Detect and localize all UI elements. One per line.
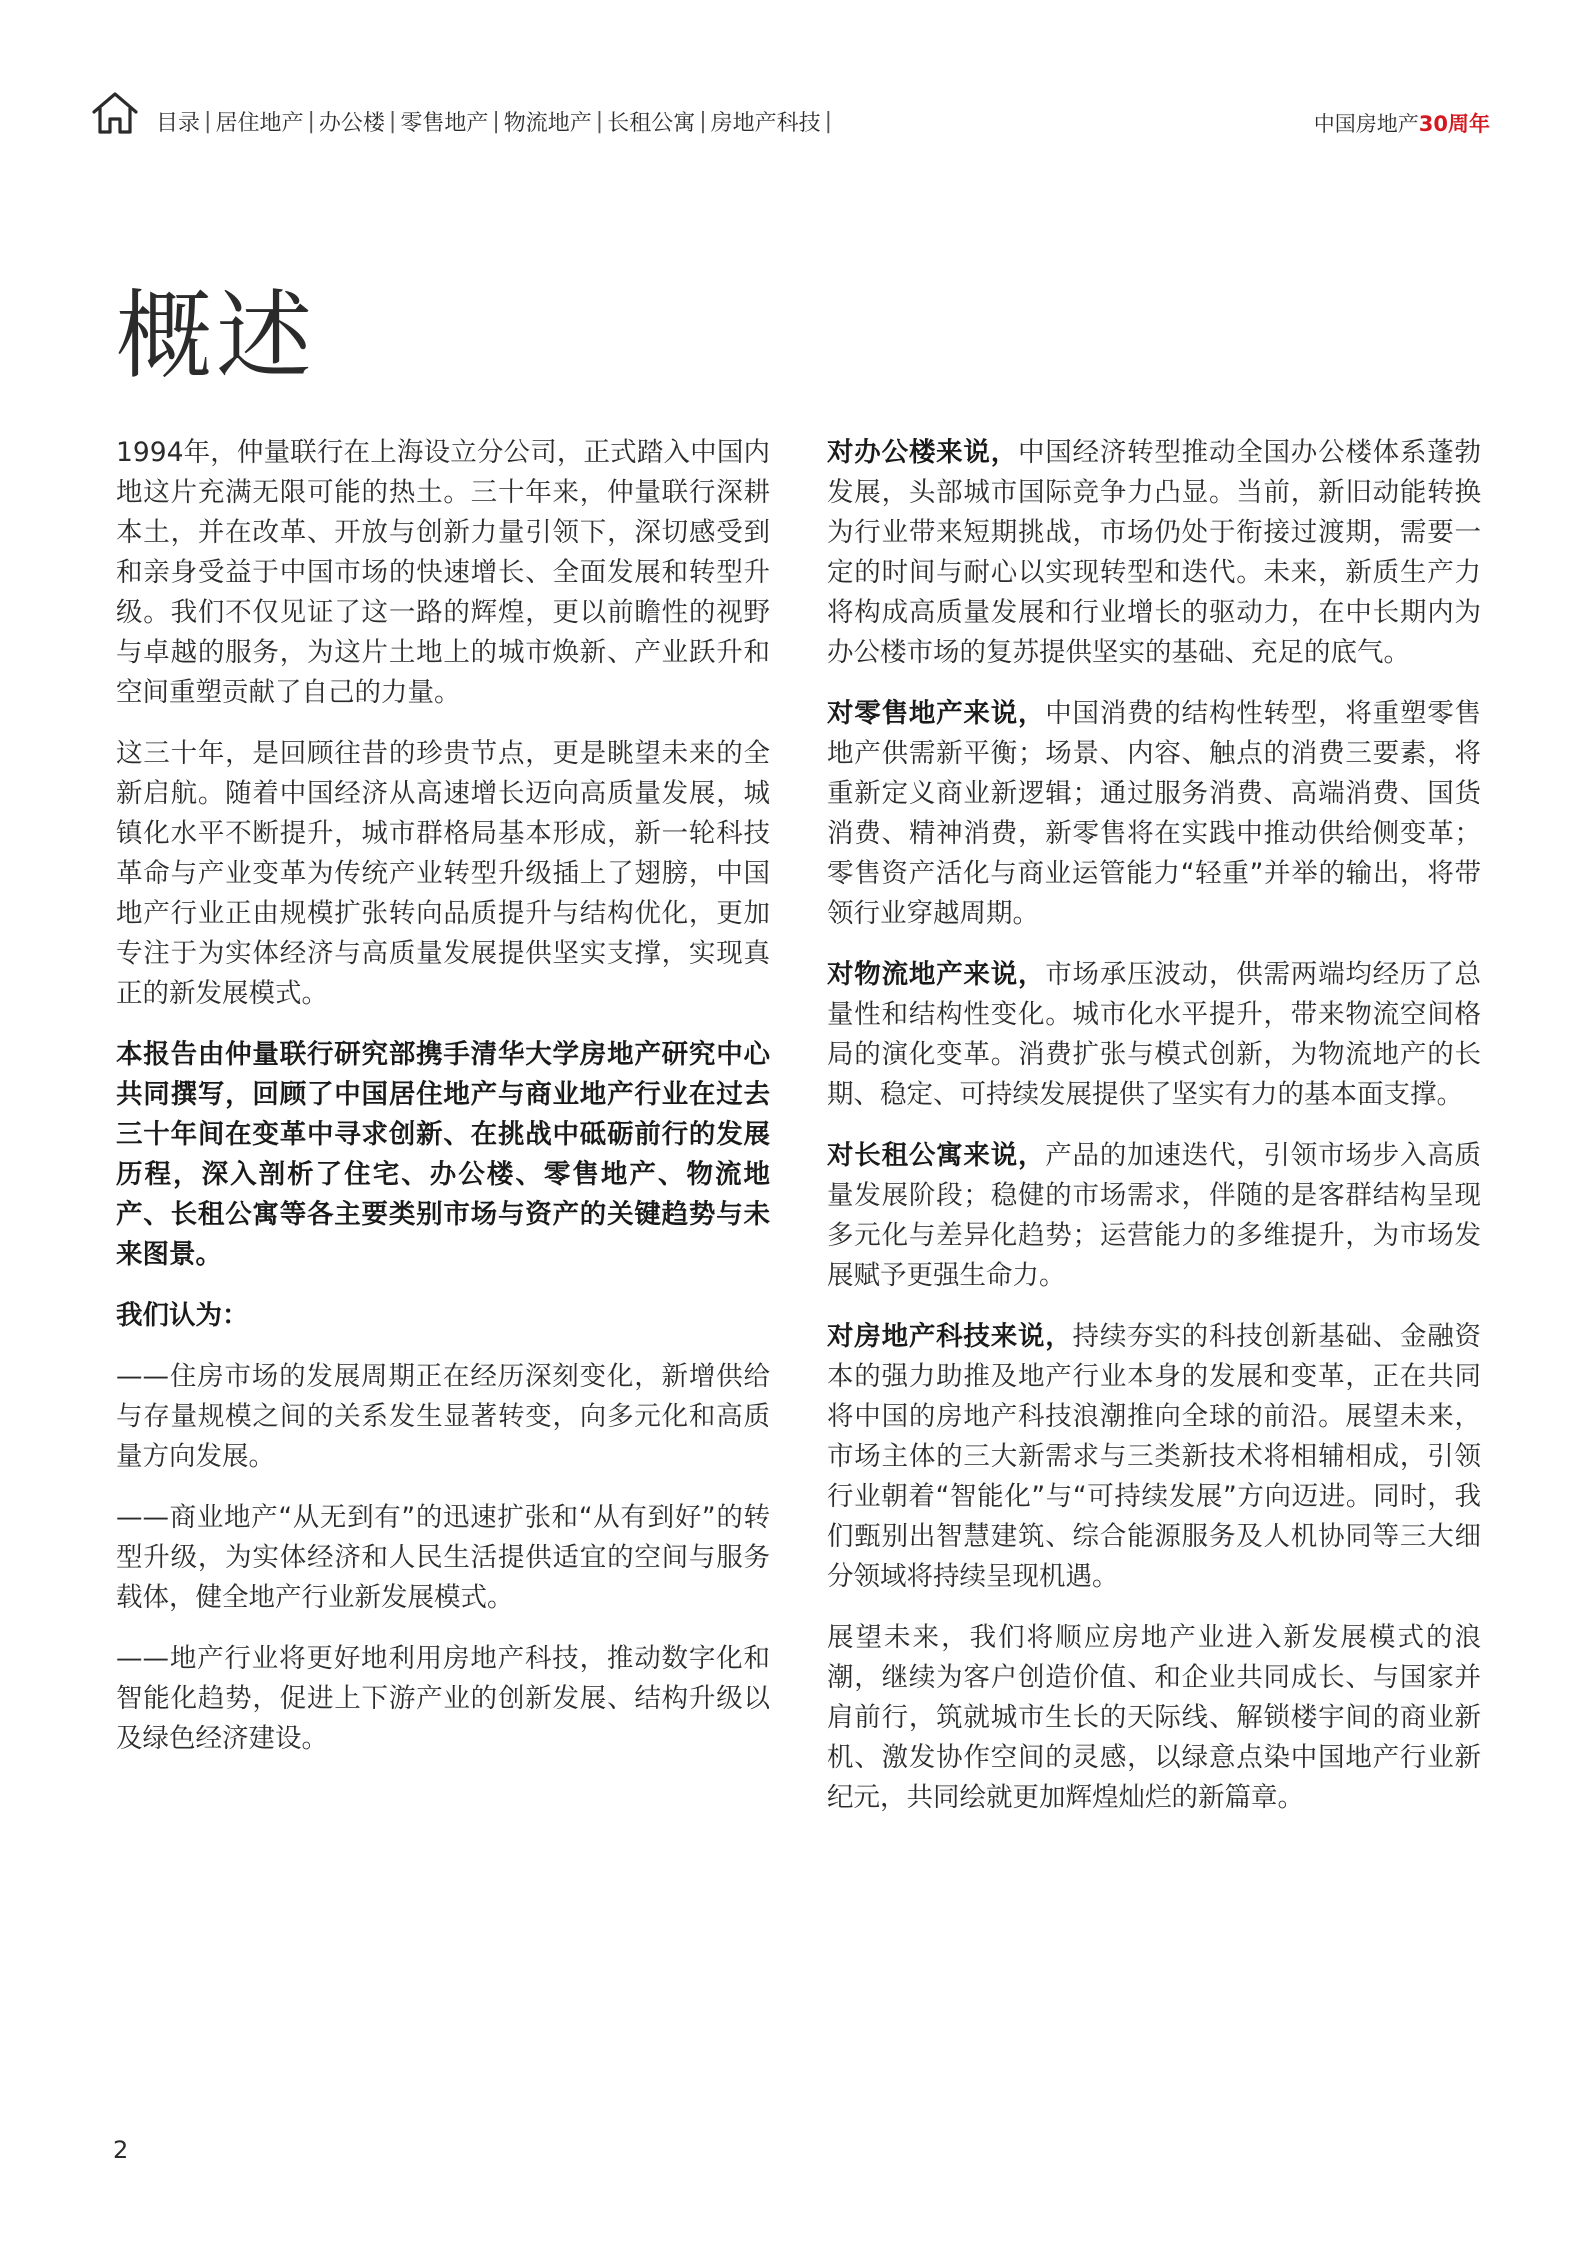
view-proptech-paragraph: ——地产行业将更好地利用房地产科技，推动数字化和智能化趋势，促进上下游产业的创新发展、结构升级以及绿色经济建设。 (116, 1643, 770, 1754)
home-icon[interactable] (90, 90, 140, 136)
office-paragraph (827, 433, 1481, 673)
views-heading: 我们认为： (116, 1300, 249, 1331)
page-number: 2 (113, 2136, 129, 2164)
brand-accent: 30周年 (1418, 112, 1490, 136)
nav-separator: | (492, 109, 500, 134)
header (90, 90, 1490, 150)
nav-item-logistics[interactable]: 物流地产 (503, 111, 592, 136)
proptech-paragraph (827, 1317, 1481, 1597)
closing-paragraph: 展望未来，我们将顺应房地产业进入新发展模式的浪潮，继续为客户创造价值、和企业共同成长、与国家并肩前行，筑就城市生长的天际线、解锁楼宇间的商业新机、激发协作空间的灵感，以绿意点染中国地产行业新纪元，共同绘就更加辉煌灿烂的新篇章。 (827, 1622, 1481, 1813)
logistics-lead: 对物流地产来说， (827, 959, 1046, 990)
left-column (116, 433, 770, 1780)
view-commercial-paragraph: ——商业地产“从无到有”的迅速扩张和“从有到好”的转型升级，为实体经济和人民生活提供适宜的空间与服务载体，健全地产行业新发展模式。 (116, 1502, 770, 1613)
nav-separator: | (388, 109, 397, 134)
proptech-lead: 对房地产科技来说， (827, 1321, 1073, 1352)
nav-separator: | (824, 109, 833, 134)
retail-text: 中国消费的结构性转型，将重塑零售地产供需新平衡；场景、内容、触点的消费三要素，将重新定义商业新逻辑；通过服务消费、高端消费、国货消费、精神消费，新零售将在实践中推动供给侧变革；零售资产活化与商业运管能力“轻重”并举的输出，将带领行业穿越周期。 (827, 698, 1482, 929)
nav-separator: | (595, 109, 604, 134)
nav-separator: | (204, 109, 212, 134)
top-navigation (156, 106, 836, 137)
brand-tagline (1314, 108, 1490, 138)
nav-item-contents[interactable]: 目录 (156, 111, 201, 136)
rental-lead: 对长租公寓来说， (827, 1140, 1046, 1171)
nav-item-proptech[interactable]: 房地产科技 (710, 111, 821, 136)
rental-text: 产品的加速迭代，引领市场步入高质量发展阶段；稳健的市场需求，伴随的是客群结构呈现多元化与差异化趋势；运营能力的多维提升，为市场发展赋予更强生命力。 (827, 1140, 1482, 1291)
logistics-paragraph (827, 955, 1481, 1115)
right-column (827, 433, 1481, 1839)
page-title: 概述 (116, 280, 316, 392)
nav-item-rental-apartments[interactable]: 长租公寓 (607, 111, 696, 136)
intro-paragraph: 1994年，仲量联行在上海设立分公司，正式踏入中国内地这片充满无限可能的热土。三十年来，仲量联行深耕本土，并在改革、开放与创新力量引领下，深切感受到和亲身受益于中国市场的快速增长、全面发展和转型升级。我们不仅见证了这一路的辉煌，更以前瞻性的视野与卓越的服务，为这片土地上的城市焕新、产业跃升和空间重塑贡献了自己的力量。 (116, 437, 770, 708)
nav-item-residential[interactable]: 居住地产 (215, 111, 304, 136)
office-text: 中国经济转型推动全国办公楼体系蓬勃发展，头部城市国际竞争力凸显。当前，新旧动能转换为行业带来短期挑战，市场仍处于衔接过渡期，需要一定的时间与耐心以实现转型和迭代。未来，新质生产力将构成高质量发展和行业增长的驱动力，在中长期内为办公楼市场的复苏提供坚实的基础、充足的底气。 (827, 437, 1482, 668)
nav-separator: | (699, 109, 707, 134)
office-lead: 对办公楼来说， (827, 437, 1018, 468)
logistics-text: 市场承压波动，供需两端均经历了总量性和结构性变化。城市化水平提升，带来物流空间格局的演化变革。消费扩张与模式创新，为物流地产的长期、稳定、可持续发展提供了坚实有力的基本面支撑。 (827, 959, 1482, 1110)
rental-paragraph (827, 1136, 1481, 1296)
report-summary-paragraph: 本报告由仲量联行研究部携手清华大学房地产研究中心共同撰写，回顾了中国居住地产与商业地产行业在过去三十年间在变革中寻求创新、在挑战中砥砺前行的发展历程，深入剖析了住宅、办公楼、零售地产、物流地产、长租公寓等各主要类别市场与资产的关键趋势与未来图景。 (116, 1039, 770, 1270)
context-paragraph: 这三十年，是回顾往昔的珍贵节点，更是眺望未来的全新启航。随着中国经济从高速增长迈向高质量发展，城镇化水平不断提升，城市群格局基本形成，新一轮科技革命与产业变革为传统产业转型升级插上了翅膀，中国地产行业正由规模扩张转向品质提升与结构优化，更加专注于为实体经济与高质量发展提供坚实支撑，实现真正的新发展模式。 (116, 738, 770, 1009)
brand-prefix: 中国房地产 (1313, 112, 1419, 136)
nav-item-office[interactable]: 办公楼 (318, 111, 385, 136)
view-housing-paragraph: ——住房市场的发展周期正在经历深刻变化，新增供给与存量规模之间的关系发生显著转变，向多元化和高质量方向发展。 (116, 1361, 770, 1472)
proptech-text: 持续夯实的科技创新基础、金融资本的强力助推及地产行业本身的发展和变革，正在共同将中国的房地产科技浪潮推向全球的前沿。展望未来，市场主体的三大新需求与三类新技术将相辅相成，引领行业朝着“智能化”与“可持续发展”方向迈进。同时，我们甄别出智慧建筑、综合能源服务及人机协同等三大细分领域将持续呈现机遇。 (827, 1321, 1482, 1592)
retail-lead: 对零售地产来说， (827, 698, 1046, 729)
nav-item-retail[interactable]: 零售地产 (400, 111, 489, 136)
retail-paragraph (827, 694, 1481, 934)
nav-separator: | (307, 109, 315, 134)
